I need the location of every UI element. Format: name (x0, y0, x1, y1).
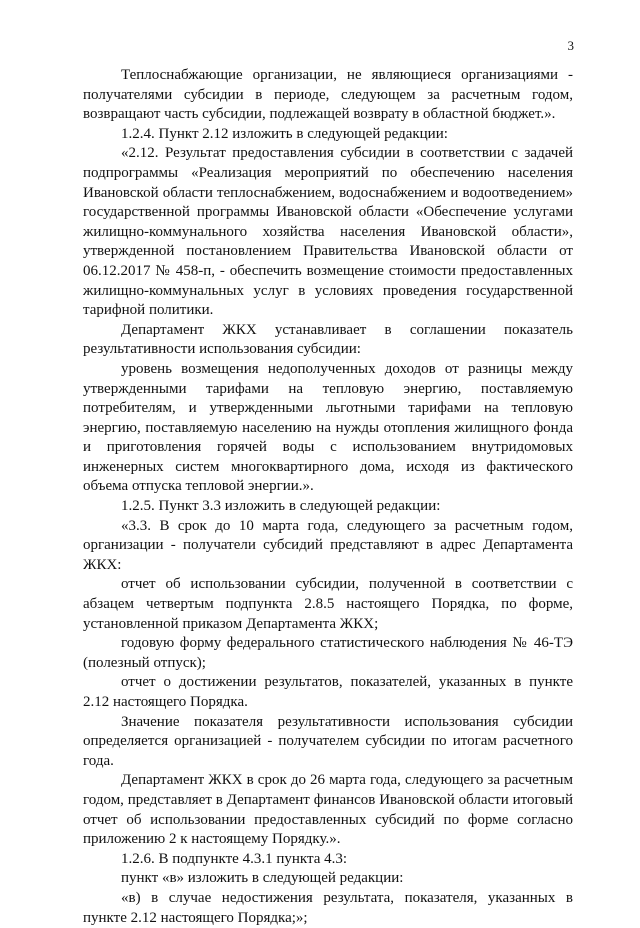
paragraph-statistics-form: годовую форму федерального статистического наблюдения № 46-ТЭ (полезный отпуск); (83, 635, 573, 671)
paragraph-item-1-2-6: 1.2.6. В подпункте 4.3.1 пункта 4.3: (121, 850, 348, 867)
paragraph-indicator-setting: Департамент ЖКХ устанавливает в соглашении показатель результативности использования субсидии: (83, 321, 573, 358)
document-body (83, 66, 573, 928)
paragraph-heat-supply-return: Теплоснабжающие организации, не являющиеся организациями - получателями субсидии в периоде, следующем за расчетным годом, возвращают часть субсидии, подлежащей возврату в областной бюджет.». (83, 67, 573, 123)
paragraph-point-v-text: «в) в случае недостижения результата, показателя, указанных в пункте 2.12 настоящего Порядка;»; (83, 889, 573, 926)
paragraph-final-report: Департамент ЖКХ в срок до 26 марта года, следующего за расчетным годом, представляет в Департамент финансов Ивановской области итоговый отчет об использовании предоставленных субсидий по форме согласно приложению 2 к настоящему Порядку.». (83, 772, 573, 848)
paragraph-usage-report: отчет об использовании субсидии, полученной в соответствии с абзацем четвертым подпункта 2.8.5 настоящего Порядка, по форме, установленной приказом Департамента ЖКХ; (83, 576, 573, 632)
paragraph-clause-2-12: «2.12. Результат предоставления субсидии в соответствии с задачей подпрограммы «Реализация мероприятий по обеспечению населения Ивановской области теплоснабжением, водоснабжением и водоотведением» государственной программы Ивановской области «Обеспечение услугами жилищно-коммунального хозяйства населения Ивановской области», утвержденной постановлением Правительства Ивановской области от 06.12.2017 № 458-п, - обеспечить возмещение стоимости предоставленных жилищно-коммунальных услуг в условиях проведения государственной тарифной политики. (83, 145, 573, 319)
paragraph-indicator-value: Значение показателя результативности использования субсидии определяется организацией - получателем субсидии по итогам расчетного года. (83, 713, 573, 769)
paragraph-compensation-level: уровень возмещения недополученных доходов от разницы между утвержденными тарифами на тепловую энергию, поставляемую потребителям, и утвержденными льготными тарифами на тепловую энергию, поставляемую населению на нужды отопления жилищного фонда и приготовления горячей воды с использованием внутридомовых инженерных систем многоквартирного дома, исходя из фактического объема отпуска тепловой энергии.». (83, 360, 573, 495)
paragraph-clause-3-3: «3.3. В срок до 10 марта года, следующего за расчетным годом, организации - получатели субсидий представляют в адрес Департамента ЖКХ: (83, 517, 573, 573)
paragraph-item-1-2-5: 1.2.5. Пункт 3.3 изложить в следующей редакции: (121, 498, 441, 515)
page-number: 3 (567, 38, 574, 53)
paragraph-item-1-2-4: 1.2.4. Пункт 2.12 изложить в следующей редакции: (121, 125, 448, 142)
paragraph-results-report: отчет о достижении результатов, показателей, указанных в пункте 2.12 настоящего Порядка. (83, 674, 573, 710)
paragraph-point-v: пункт «в» изложить в следующей редакции: (121, 870, 404, 887)
